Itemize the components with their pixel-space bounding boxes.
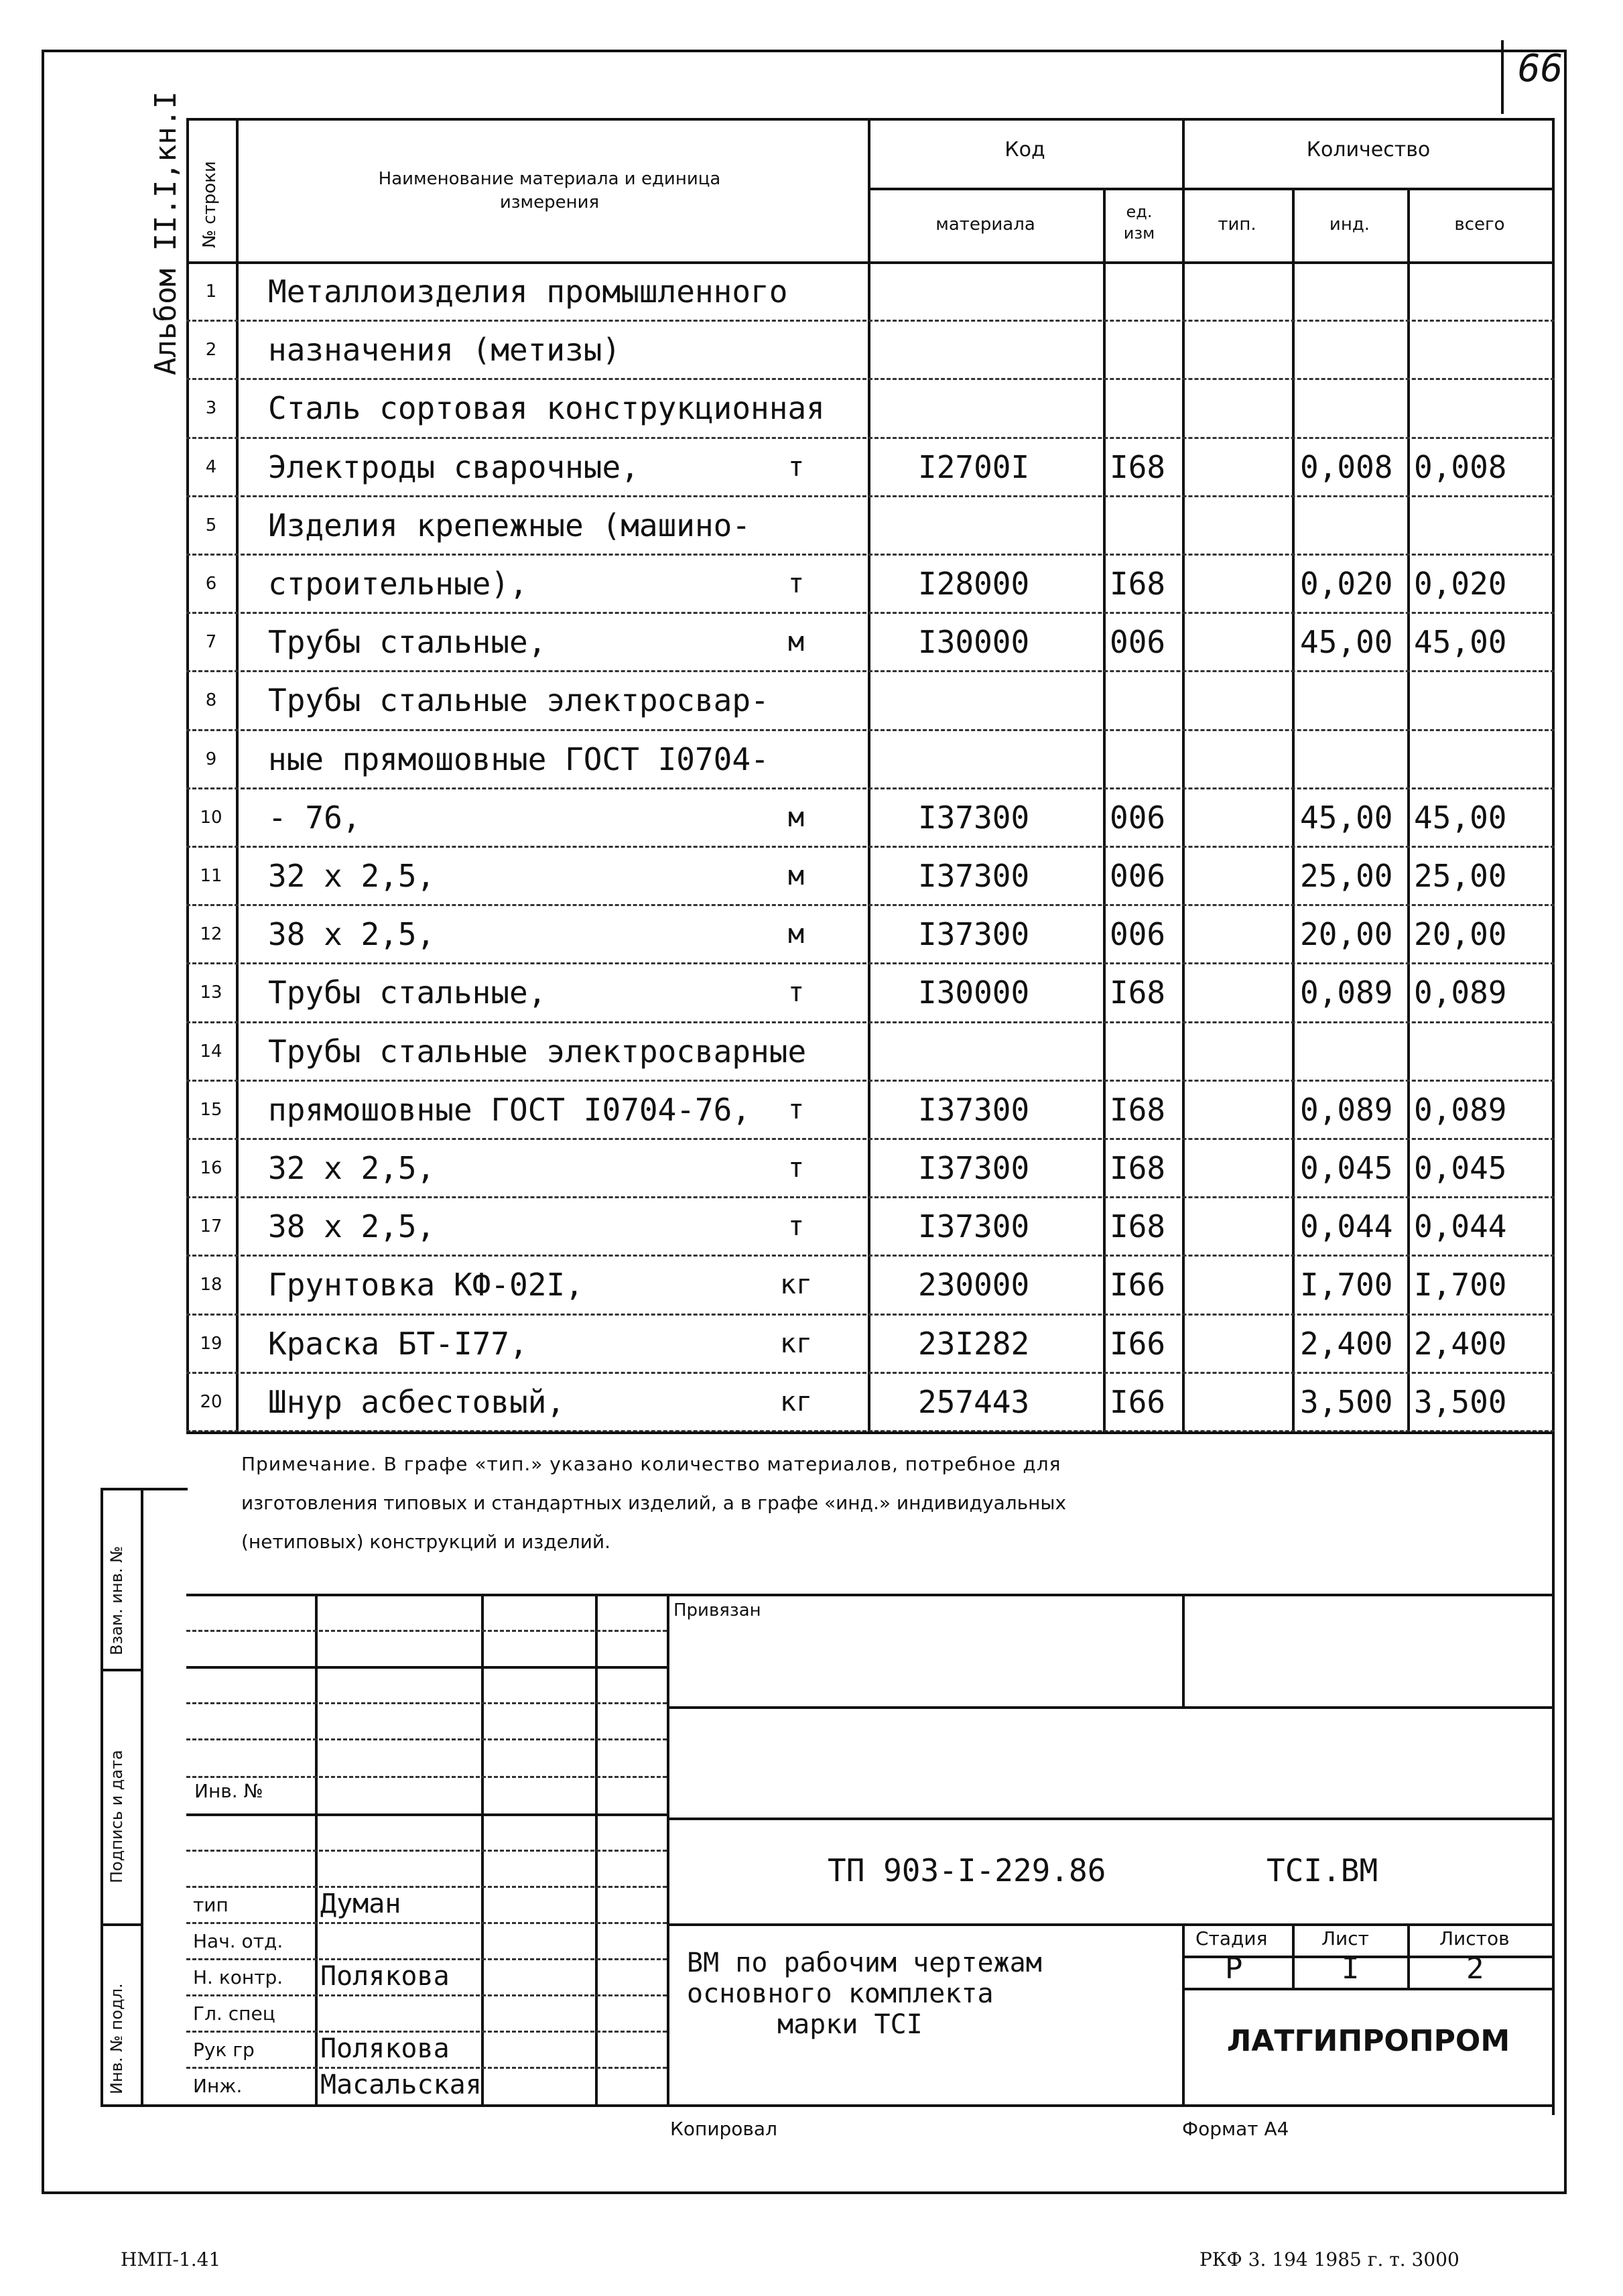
- col-right: [1552, 118, 1555, 2115]
- header-code: Код: [1004, 138, 1045, 162]
- unit-code: I68: [1110, 1208, 1166, 1245]
- signature-role: Рук гр: [193, 2039, 255, 2061]
- row-separator: [186, 962, 1555, 964]
- row-separator: [186, 1196, 1555, 1198]
- signature-role: Гл. спец: [193, 2002, 275, 2025]
- stage-left: [1182, 1923, 1185, 2104]
- stamp-row-div: [186, 1666, 667, 1669]
- row-number: 20: [200, 1391, 222, 1412]
- note-line-3: (нетиповых) конструкций и изделий.: [241, 1531, 611, 1553]
- stamp-right-row-1: [667, 1706, 1555, 1709]
- header-bottom: [186, 261, 1555, 264]
- side-div-1: [101, 1669, 141, 1671]
- quantity-individual: 0,089: [1300, 1091, 1393, 1128]
- quantity-total: 0,089: [1414, 974, 1507, 1011]
- quantity-individual: 0,008: [1300, 448, 1393, 485]
- quantity-total: 0,044: [1414, 1208, 1507, 1245]
- row-number: 18: [200, 1275, 222, 1295]
- material-name: Трубы стальные,: [268, 974, 547, 1011]
- signature-role: Н. контр.: [193, 1966, 283, 1988]
- material-code: 257443: [918, 1383, 1030, 1420]
- row-number: 8: [205, 690, 217, 711]
- unit-code: I66: [1110, 1383, 1166, 1420]
- material-code: I37300: [918, 1150, 1030, 1186]
- stamp-row-dash: [186, 1738, 667, 1740]
- material-code: 230000: [918, 1267, 1030, 1303]
- material-unit: т: [787, 451, 805, 483]
- material-code: I37300: [918, 916, 1030, 953]
- row-number: 17: [200, 1216, 222, 1237]
- material-code: I37300: [918, 1208, 1030, 1245]
- material-name: назначения (метизы): [268, 332, 621, 369]
- row-number: 2: [205, 340, 217, 361]
- stamp-row-dash: [186, 1776, 667, 1778]
- stamp-row-dash: [186, 1886, 667, 1888]
- stamp-row-dash: [186, 1702, 667, 1704]
- doc-title-3: марки TCI: [777, 2009, 923, 2040]
- row-number: 15: [200, 1099, 222, 1120]
- side-right: [141, 1488, 143, 2104]
- unit-code: 006: [1110, 799, 1166, 836]
- material-unit: кг: [779, 1328, 813, 1359]
- material-name: Металлоизделия промышленного: [268, 273, 788, 310]
- quantity-individual: 0,044: [1300, 1208, 1393, 1245]
- material-name: Трубы стальные электросвар-: [268, 682, 769, 719]
- material-unit: т: [787, 1211, 805, 1242]
- material-unit: м: [787, 919, 805, 950]
- quantity-total: 0,008: [1414, 448, 1507, 485]
- material-name: - 76,: [268, 799, 361, 836]
- material-name: Электроды сварочные,: [268, 448, 639, 485]
- row-number: 1: [205, 281, 217, 302]
- material-unit: м: [787, 802, 805, 833]
- material-name: прямошовные ГОСТ I0704-76,: [268, 1091, 751, 1128]
- material-code: I37300: [918, 1091, 1030, 1128]
- row-separator: [186, 1255, 1555, 1257]
- stage-bottom: [1182, 1988, 1555, 1990]
- signature-row-line: [186, 2031, 667, 2033]
- stamp-right-row-2: [667, 1817, 1555, 1820]
- row-separator: [186, 320, 1555, 322]
- signature-role: тип: [193, 1894, 229, 1916]
- quantity-total: I,700: [1414, 1267, 1507, 1303]
- note-line-2: изготовления типовых и стандартных изделий, а в графе «инд.» индивидуальных: [241, 1492, 1067, 1514]
- row-number: 14: [200, 1041, 222, 1062]
- row-separator: [186, 904, 1555, 906]
- note-top: [186, 1431, 1555, 1434]
- header-name: Наименование материала и единица измерения: [378, 169, 721, 213]
- row-number: 9: [205, 749, 217, 769]
- row-separator: [186, 554, 1555, 556]
- side-top: [101, 1488, 188, 1490]
- quantity-total: 0,089: [1414, 1091, 1507, 1128]
- unit-code: 006: [1110, 858, 1166, 894]
- row-separator: [186, 1080, 1555, 1082]
- header-code-material: материала: [935, 214, 1035, 235]
- stamp-right-row-3: [667, 1923, 1555, 1926]
- side-left: [101, 1488, 103, 2104]
- signature-name: Масальская: [320, 2069, 482, 2100]
- row-number: 12: [200, 924, 222, 945]
- material-unit: м: [787, 627, 805, 658]
- col-total-left: [1407, 188, 1410, 1431]
- stamp-bottom: [186, 2104, 1555, 2107]
- stamp-col-4: [667, 1594, 669, 2104]
- col-qty-left: [1182, 118, 1185, 1431]
- doc-code: ТП 903-I-229.86: [828, 1852, 1106, 1889]
- row-separator: [186, 378, 1555, 380]
- header-row-no: № строки: [200, 161, 220, 248]
- row-number: 3: [205, 398, 217, 419]
- material-code: I37300: [918, 858, 1030, 894]
- stamp-privyazan: Привязан: [673, 1600, 761, 1620]
- material-name: строительные),: [268, 566, 528, 602]
- unit-code: I66: [1110, 1267, 1166, 1303]
- sheet-value: I: [1342, 1952, 1360, 1986]
- material-unit: кг: [779, 1269, 813, 1301]
- page-number: 66: [1518, 47, 1563, 90]
- unit-code: I68: [1110, 1150, 1166, 1186]
- stage-value: Р: [1225, 1952, 1243, 1986]
- stamp-col-2: [481, 1594, 484, 2104]
- quantity-total: 2,400: [1414, 1325, 1507, 1362]
- sheets-label: Листов: [1439, 1927, 1510, 1950]
- row-separator: [186, 437, 1555, 439]
- header-code-unit: ед. изм: [1123, 202, 1155, 243]
- side-podpis-label: Подпись и дата: [107, 1750, 126, 1883]
- unit-code: I68: [1110, 448, 1166, 485]
- material-code: I30000: [918, 624, 1030, 661]
- side-vzam-label: Взам. инв. №: [107, 1546, 126, 1655]
- stamp-row-dash: [186, 1630, 667, 1632]
- material-unit: т: [787, 1153, 805, 1184]
- unit-code: 006: [1110, 916, 1166, 953]
- signature-row-line: [186, 1994, 667, 1996]
- material-unit: т: [787, 977, 805, 1009]
- side-bottom: [101, 2104, 188, 2107]
- header-qty-typ: тип.: [1218, 214, 1256, 235]
- material-code: I30000: [918, 974, 1030, 1011]
- material-name: Трубы стальные,: [268, 624, 547, 661]
- row-number: 16: [200, 1158, 222, 1178]
- quantity-individual: 25,00: [1300, 858, 1393, 894]
- quantity-individual: 2,400: [1300, 1325, 1393, 1362]
- material-code: I2700I: [918, 448, 1030, 485]
- material-name: 32 x 2,5,: [268, 1150, 436, 1186]
- doc-mark: TCI.BM: [1267, 1852, 1378, 1889]
- material-name: 38 x 2,5,: [268, 916, 436, 953]
- material-unit: кг: [779, 1386, 813, 1417]
- signature-name: Полякова: [320, 2033, 450, 2064]
- quantity-individual: 20,00: [1300, 916, 1393, 953]
- row-separator: [186, 670, 1555, 672]
- note-line-1: Примечание. В графе «тип.» указано количество материалов, потребное для: [241, 1453, 1061, 1475]
- material-code: I28000: [918, 566, 1030, 602]
- quantity-individual: 0,045: [1300, 1150, 1393, 1186]
- stamp-col-3: [595, 1594, 598, 2104]
- quantity-individual: 3,500: [1300, 1383, 1393, 1420]
- row-number: 19: [200, 1333, 222, 1354]
- quantity-total: 45,00: [1414, 799, 1507, 836]
- col-name-left: [236, 118, 239, 1431]
- quantity-individual: 0,020: [1300, 566, 1393, 602]
- material-name: Шнур асбестовый,: [268, 1383, 566, 1420]
- quantity-individual: I,700: [1300, 1267, 1393, 1303]
- signature-name: Думан: [320, 1889, 401, 1919]
- quantity-total: 45,00: [1414, 624, 1507, 661]
- material-unit: т: [787, 1094, 805, 1125]
- row-separator: [186, 1138, 1555, 1140]
- quantity-individual: 45,00: [1300, 799, 1393, 836]
- signature-row-line: [186, 1922, 667, 1924]
- quantity-total: 25,00: [1414, 858, 1507, 894]
- footer-kopiroval: Копировал: [670, 2118, 777, 2140]
- row-separator: [186, 1314, 1555, 1316]
- material-name: Изделия крепежные (машино-: [268, 507, 751, 544]
- footer-format: Формат А4: [1182, 2118, 1289, 2140]
- row-number: 6: [205, 574, 217, 594]
- signature-role: Нач. отд.: [193, 1930, 283, 1952]
- quantity-individual: 0,089: [1300, 974, 1393, 1011]
- signature-role: Инж.: [193, 2075, 243, 2097]
- side-div-2: [101, 1923, 141, 1926]
- header-mid: [868, 188, 1555, 190]
- footer-left-code: НМП-1.41: [121, 2248, 221, 2271]
- material-name: Трубы стальные электросварные: [268, 1033, 807, 1070]
- sheets-value: 2: [1466, 1952, 1484, 1986]
- doc-title-2: основного комплекта: [687, 1978, 994, 2009]
- unit-code: I66: [1110, 1325, 1166, 1362]
- col-ind-left: [1292, 188, 1295, 1431]
- stamp-row-dash: [186, 1850, 667, 1852]
- material-name: Грунтовка КФ-02I,: [268, 1267, 584, 1303]
- unit-code: I68: [1110, 1091, 1166, 1128]
- header-qty-ind: инд.: [1329, 214, 1370, 235]
- stage-label: Стадия: [1195, 1927, 1268, 1950]
- col-code-left: [868, 118, 870, 1431]
- material-name: 32 x 2,5,: [268, 858, 436, 894]
- header-quantity: Количество: [1306, 138, 1431, 162]
- row-separator: [186, 495, 1555, 497]
- row-separator: [186, 787, 1555, 789]
- quantity-total: 0,045: [1414, 1150, 1507, 1186]
- row-separator: [186, 729, 1555, 731]
- table-top: [186, 118, 1555, 121]
- material-unit: м: [787, 860, 805, 891]
- stamp-row-div: [186, 1813, 667, 1816]
- material-name: 38 x 2,5,: [268, 1208, 436, 1245]
- quantity-total: 20,00: [1414, 916, 1507, 953]
- unit-code: I68: [1110, 566, 1166, 602]
- col-rownum-left: [186, 118, 189, 1431]
- stamp-col-1: [315, 1594, 318, 2104]
- quantity-individual: 45,00: [1300, 624, 1393, 661]
- sheet-label: Лист: [1321, 1927, 1369, 1950]
- stamp-inv-no: Инв. №: [194, 1780, 263, 1802]
- row-separator: [186, 1372, 1555, 1374]
- header-qty-total: всего: [1454, 214, 1505, 235]
- unit-code: I68: [1110, 974, 1166, 1011]
- material-code: I37300: [918, 799, 1030, 836]
- footer-right-code: РКФ 3. 194 1985 г. т. 3000: [1199, 2248, 1459, 2271]
- quantity-total: 3,500: [1414, 1383, 1507, 1420]
- row-number: 13: [200, 982, 222, 1003]
- material-name: ные прямошовные ГОСТ I0704-: [268, 741, 769, 777]
- material-name: Краска БТ-I77,: [268, 1325, 528, 1362]
- material-code: 23I282: [918, 1325, 1030, 1362]
- signature-name: Полякова: [320, 1961, 450, 1992]
- stamp-privyazan-div: [1182, 1594, 1185, 1706]
- material-unit: т: [787, 568, 805, 599]
- col-unit-left: [1103, 188, 1106, 1431]
- unit-code: 006: [1110, 624, 1166, 661]
- row-separator: [186, 846, 1555, 848]
- doc-title-1: ВМ по рабочим чертежам: [687, 1948, 1042, 1978]
- side-inv-podl-label: Инв. № подл.: [107, 1983, 126, 2094]
- quantity-total: 0,020: [1414, 566, 1507, 602]
- row-number: 7: [205, 632, 217, 653]
- organization-name: ЛАТГИПРОПРОМ: [1226, 2024, 1510, 2058]
- row-number: 4: [205, 456, 217, 477]
- album-label: Альбом II.I,кн.I: [149, 91, 183, 375]
- row-number: 5: [205, 515, 217, 535]
- row-number: 10: [200, 807, 222, 828]
- signature-row-line: [186, 2067, 667, 2069]
- material-name: Сталь сортовая конструкционная: [268, 390, 825, 427]
- stamp-top: [186, 1594, 1555, 1596]
- row-separator: [186, 612, 1555, 614]
- row-number: 11: [200, 866, 222, 886]
- signature-row-line: [186, 1958, 667, 1960]
- row-separator: [186, 1021, 1555, 1023]
